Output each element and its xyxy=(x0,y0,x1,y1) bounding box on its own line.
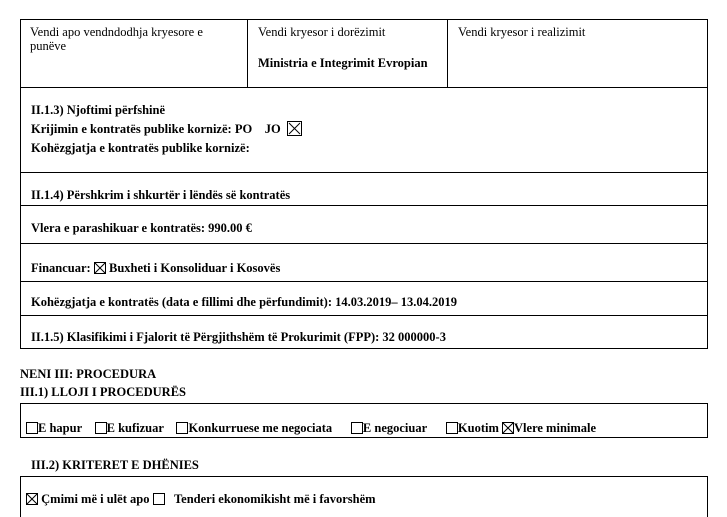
criteria-title: III.2) KRITERET E DHËNIES xyxy=(31,458,199,472)
procedure-checkbox[interactable] xyxy=(351,422,363,434)
criteria-option-most-favorable[interactable]: Tenderi ekonomikisht më i favorshëm xyxy=(153,492,376,506)
header-divider-2 xyxy=(447,19,448,87)
check-x-icon xyxy=(95,263,105,273)
procedure-checkbox[interactable] xyxy=(26,422,38,434)
procedure-option-quotation[interactable]: Kuotim xyxy=(446,421,499,435)
financed-value: Buxheti i Konsoliduar i Kosovës xyxy=(108,261,281,275)
row-divider xyxy=(20,205,708,206)
row-divider xyxy=(20,243,708,244)
header-main-location: Vendi apo vendndodhja kryesore e punëve xyxy=(30,25,203,53)
description-row: II.1.4) Përshkrim i shkurtër i lëndës së kontratës xyxy=(31,188,291,202)
procedure-option-minimal-value[interactable]: Vlere minimale xyxy=(502,421,596,435)
financed-label: Financuar: xyxy=(31,261,91,275)
row-divider xyxy=(20,281,708,282)
section-title: NENI III: PROCEDURA xyxy=(20,367,157,381)
framework-contract-line xyxy=(31,121,302,136)
framework-no-checkbox[interactable] xyxy=(287,121,302,136)
value-row: Vlera e parashikuar e kontratës: 990.00 € xyxy=(31,221,252,235)
framework-no-label: JO xyxy=(264,122,281,136)
procedure-subtitle: III.1) LLOJI I PROCEDURËS xyxy=(20,385,187,399)
header-delivery-label: Vendi kryesor i dorëzimit xyxy=(258,25,386,39)
procedure-options xyxy=(26,421,596,435)
procedure-checkbox[interactable] xyxy=(95,422,107,434)
procedure-option-negotiated[interactable]: E negociuar xyxy=(351,421,427,435)
procedure-option-open[interactable]: E hapur xyxy=(26,421,82,435)
criteria-options xyxy=(26,492,376,506)
header-realization-label: Vendi kryesor i realizimit xyxy=(458,25,586,39)
procedure-option-competitive[interactable]: Konkurruese me negociata xyxy=(176,421,332,435)
criteria-checkbox[interactable] xyxy=(26,493,38,505)
criteria-checkbox[interactable] xyxy=(153,493,165,505)
criteria-option-lowest-price[interactable]: Çmimi më i ulët apo xyxy=(26,492,149,506)
framework-duration: Kohëzgjatja e kontratës publike kornizë: xyxy=(31,141,250,155)
classification-row: II.1.5) Klasifikimi i Fjalorit të Përgjithshëm të Prokurimit (FPP): 32 000000-3 xyxy=(31,330,446,344)
financed-checkbox[interactable] xyxy=(94,262,106,274)
header-delivery-value: Ministria e Integrimit Evropian xyxy=(258,56,428,70)
financed-row xyxy=(31,261,280,275)
check-x-icon xyxy=(288,122,301,135)
row-divider xyxy=(20,172,708,173)
duration-row: Kohëzgjatja e kontratës (data e fillimi dhe përfundimit): 14.03.2019– 13.04.2019 xyxy=(31,295,458,309)
procedure-option-restricted[interactable]: E kufizuar xyxy=(95,421,164,435)
procedure-checkbox[interactable] xyxy=(502,422,514,434)
check-x-icon xyxy=(27,494,37,504)
row-divider xyxy=(20,87,708,88)
notice-title: II.1.3) Njoftimi përfshinë xyxy=(31,103,166,117)
framework-label: Krijimin e kontratës publike kornizë: PO xyxy=(31,122,253,136)
procedure-checkbox[interactable] xyxy=(446,422,458,434)
procedure-checkbox[interactable] xyxy=(176,422,188,434)
header-divider-1 xyxy=(247,19,248,87)
check-x-icon xyxy=(503,423,513,433)
row-divider xyxy=(20,315,708,316)
